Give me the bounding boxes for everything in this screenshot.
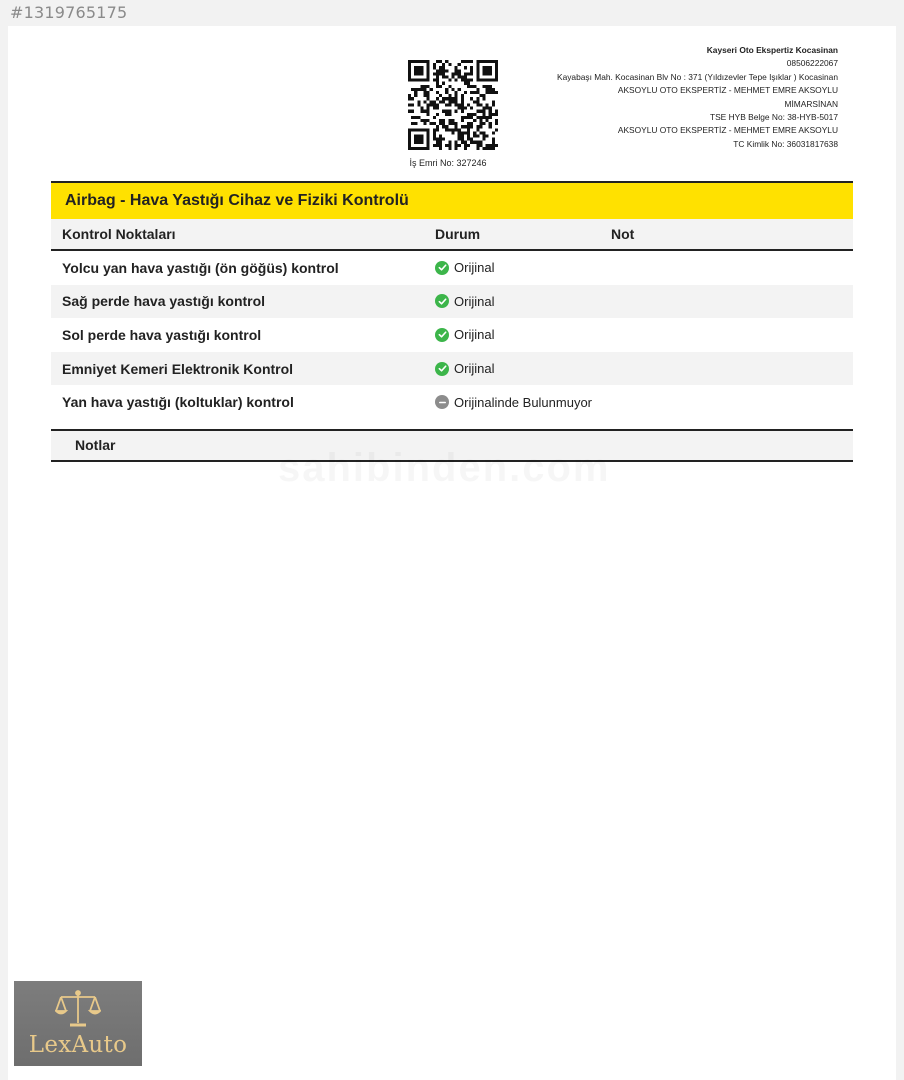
- minus-circle-icon: [435, 395, 449, 409]
- row-status: [435, 395, 611, 410]
- header-item: Kontrol Noktaları: [62, 226, 176, 242]
- check-circle-icon: [435, 294, 449, 308]
- check-circle-icon: [435, 328, 449, 342]
- airbag-report: [51, 181, 853, 462]
- row-status-label: Orijinal: [454, 260, 495, 276]
- company-district: MİMARSİNAN: [784, 98, 838, 109]
- row-item: Emniyet Kemeri Elektronik Kontrol: [62, 360, 294, 377]
- row-status: [435, 361, 611, 376]
- header-status: Durum: [435, 226, 481, 242]
- notes-section: Notlar: [51, 429, 853, 462]
- row-item: Sağ perde hava yastığı kontrol: [62, 293, 266, 310]
- report-sheet: [8, 26, 896, 1080]
- table-row: [51, 385, 853, 419]
- company-name: Kayseri Oto Ekspertiz Kocasinan: [706, 45, 838, 55]
- work-order-number: İş Emri No: 327246: [409, 158, 487, 168]
- row-status-label: Orijinal: [454, 361, 495, 377]
- check-circle-icon: [435, 362, 449, 376]
- listing-id: #1319765175: [10, 3, 128, 22]
- row-status-label: Orijinal: [454, 293, 495, 309]
- table-row: [51, 251, 853, 285]
- row-item: Sol perde hava yastığı kontrol: [62, 326, 262, 343]
- company-owner-repeat: AKSOYLU OTO EKSPERTİZ - MEHMET EMRE AKSOYLU: [617, 125, 838, 136]
- logo-text: LexAuto: [28, 1032, 128, 1058]
- row-status: [435, 260, 611, 275]
- row-item: Yan hava yastığı (koltuklar) kontrol: [62, 394, 294, 411]
- watermark: [278, 446, 611, 491]
- scales-icon: [55, 989, 101, 1029]
- row-item: Yolcu yan hava yastığı (ön göğüs) kontrol: [62, 259, 339, 276]
- row-status: [435, 294, 611, 309]
- row-status-label: Orijinal: [454, 327, 495, 343]
- table-row: [51, 318, 853, 352]
- company-info: [538, 44, 838, 151]
- row-status-label: Orijinalinde Bulunmuyor: [454, 394, 593, 410]
- row-status: [435, 327, 611, 342]
- qr-code: [408, 60, 498, 150]
- company-address: Kayabaşı Mah. Kocasinan Blv No : 371 (Yıldızevler Tepe Işıklar ) Kocasinan: [556, 71, 838, 82]
- table-row: [51, 352, 853, 386]
- company-tax-id: TC Kimlik No: 36031817638: [733, 138, 838, 149]
- table-body: [51, 251, 853, 419]
- qr-block: [408, 60, 498, 168]
- table-header: [51, 219, 853, 251]
- table-row: [51, 285, 853, 319]
- company-phone: 08506222067: [786, 58, 838, 69]
- check-circle-icon: [435, 261, 449, 275]
- company-owner: AKSOYLU OTO EKSPERTİZ - MEHMET EMRE AKSOYLU: [617, 85, 838, 96]
- lexauto-logo: [14, 981, 142, 1066]
- header-note: Not: [611, 226, 635, 242]
- report-title: Airbag - Hava Yastığı Cihaz ve Fiziki Kontrolü: [51, 181, 853, 219]
- company-certificate: TSE HYB Belge No: 38-HYB-5017: [709, 112, 838, 123]
